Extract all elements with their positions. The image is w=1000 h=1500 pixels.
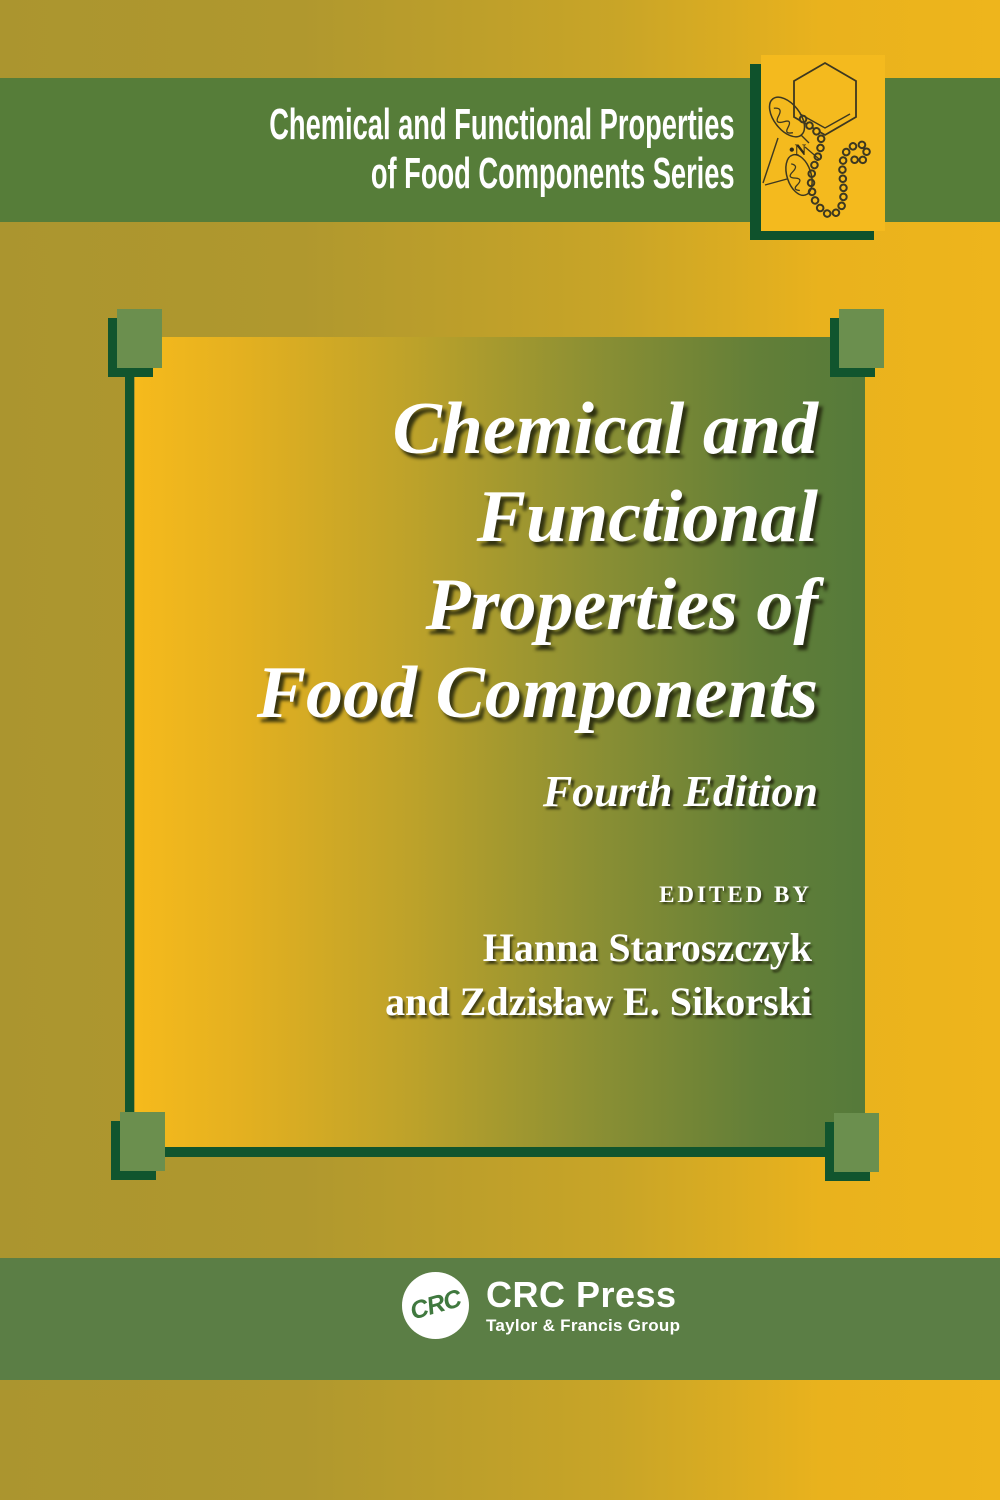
publisher-name: CRC Press	[486, 1274, 677, 1315]
frame-corner-top-right	[839, 309, 884, 368]
chemistry-illustration-icon	[761, 55, 885, 231]
editors-block	[385, 882, 812, 1028]
crc-monogram-icon	[402, 1272, 469, 1339]
hexagon-ring-icon	[794, 63, 856, 135]
edited-by-label: EDITED BY	[659, 882, 812, 907]
publisher-tagline: Taylor & Francis Group	[486, 1316, 681, 1335]
bead-chain-outline-icon	[803, 119, 867, 214]
frame-corner-bottom-right	[834, 1113, 879, 1172]
series-title	[270, 100, 735, 198]
series-title-line1: Chemical and Functional Properties	[269, 100, 735, 149]
frame-corner-bottom-left	[120, 1112, 165, 1171]
title-line-4: Food Components	[256, 652, 818, 734]
publisher-wordmark	[486, 1276, 680, 1335]
nitrogen-label: •N	[789, 142, 807, 159]
title-line-2: Functional	[476, 476, 818, 558]
series-title-line2: of Food Components Series	[371, 149, 735, 198]
crc-monogram-text: CRC	[406, 1284, 464, 1326]
crc-press-logo	[402, 1272, 680, 1339]
needle-line-icon	[763, 138, 778, 183]
pointer-line-icon	[765, 179, 787, 185]
frame-corner-top-left	[117, 309, 162, 368]
editor-name-1: Hanna Staroszczyk	[482, 925, 812, 970]
frame-line-left	[125, 366, 134, 1112]
title-line-3: Properties of	[425, 564, 818, 646]
book-title	[257, 385, 818, 817]
frame-line-bottom	[164, 1147, 834, 1157]
title-line-1: Chemical and	[392, 388, 818, 470]
edition-label: Fourth Edition	[542, 767, 818, 816]
editor-name-2: and Zdzisław E. Sikorski	[385, 979, 812, 1024]
publisher-band	[0, 1258, 1000, 1380]
series-emblem	[761, 55, 885, 231]
